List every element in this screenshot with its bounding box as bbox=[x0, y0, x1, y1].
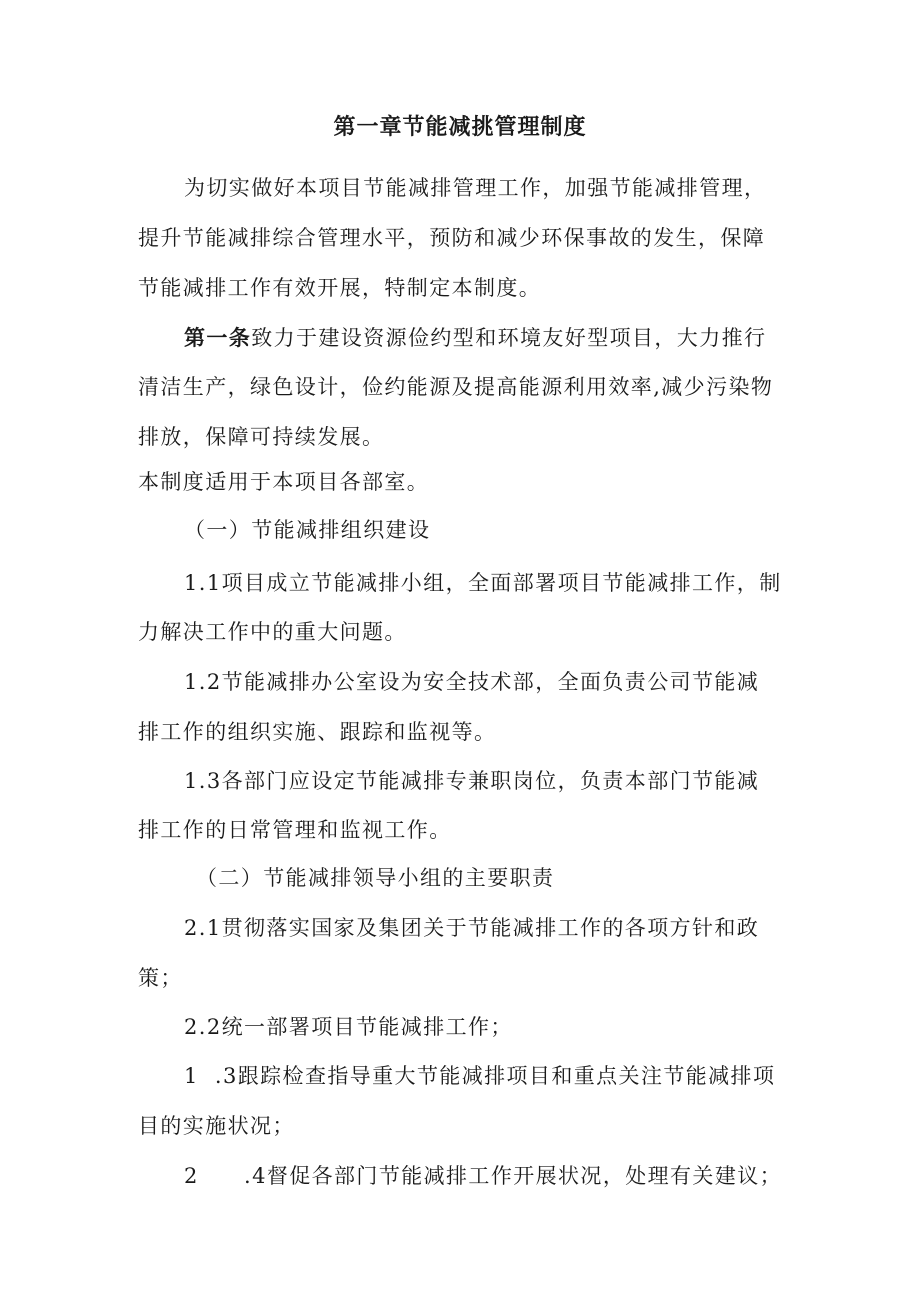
item-1-2-line-1: 1.2节能减排办公室设为安全技术部，全面负责公司节能减 bbox=[184, 670, 760, 694]
article1-line-2: 清洁生产，绿色设计，俭约能源及提高能源利用效率,减少污染物 bbox=[138, 375, 774, 399]
section2-heading: （二）节能减排领导小组的主要职责 bbox=[196, 866, 555, 890]
scope-line: 本制度适用于本项目各部室。 bbox=[138, 470, 430, 494]
document-title: 第一章节能减挑管理制度 bbox=[333, 114, 587, 140]
item-2-1-line-2: 策； bbox=[138, 966, 183, 990]
item-2-2: 2.2统一部署项目节能减排工作； bbox=[184, 1015, 513, 1039]
item-1-1-line-1: 1.1项目成立节能减排小组，全面部署项目节能减排工作，制 bbox=[184, 571, 782, 595]
item-2-3-line-2: 目的实施状况； bbox=[138, 1114, 295, 1138]
item-2-3-line-1: 1 .3跟踪检查指导重大节能减排项目和重点关注节能减排项 bbox=[184, 1064, 776, 1088]
item-1-2-line-2: 排工作的组织实施、跟踪和监视等。 bbox=[138, 720, 497, 744]
section1-heading: （一）节能减排组织建设 bbox=[184, 518, 431, 542]
item-2-1-line-1: 2.1贯彻落实国家及集团关于节能减排工作的各项方针和政 bbox=[184, 916, 760, 940]
intro-line-1: 为切实做好本项目节能减排管理工作，加强节能减排管理， bbox=[184, 176, 767, 200]
item-1-3-line-1: 1.3各部门应设定节能减排专兼职岗位，负责本部门节能减 bbox=[184, 769, 760, 793]
item-1-3-line-2: 排工作的日常管理和监视工作。 bbox=[138, 818, 452, 842]
item-2-4-text: .4督促各部门节能减排工作开展状况，处理有关建议； bbox=[244, 1164, 783, 1188]
intro-line-2: 提升节能减排综合管理水平，预防和减少环保事故的发生，保障 bbox=[138, 226, 766, 250]
item-1-1-line-2: 力解决工作中的重大问题。 bbox=[138, 620, 407, 644]
article1-line-3: 排放，保障可持续发展。 bbox=[138, 425, 385, 449]
article1-line-1-text: 致力于建设资源俭约型和环境友好型项目，大力推行 bbox=[251, 326, 767, 350]
intro-line-3: 节能减排工作有效开展，特制定本制度。 bbox=[138, 276, 542, 300]
article1-line-1 bbox=[184, 327, 766, 349]
item-2-4-number: 2 bbox=[184, 1164, 199, 1188]
article1-label: 第一条 bbox=[184, 325, 252, 350]
